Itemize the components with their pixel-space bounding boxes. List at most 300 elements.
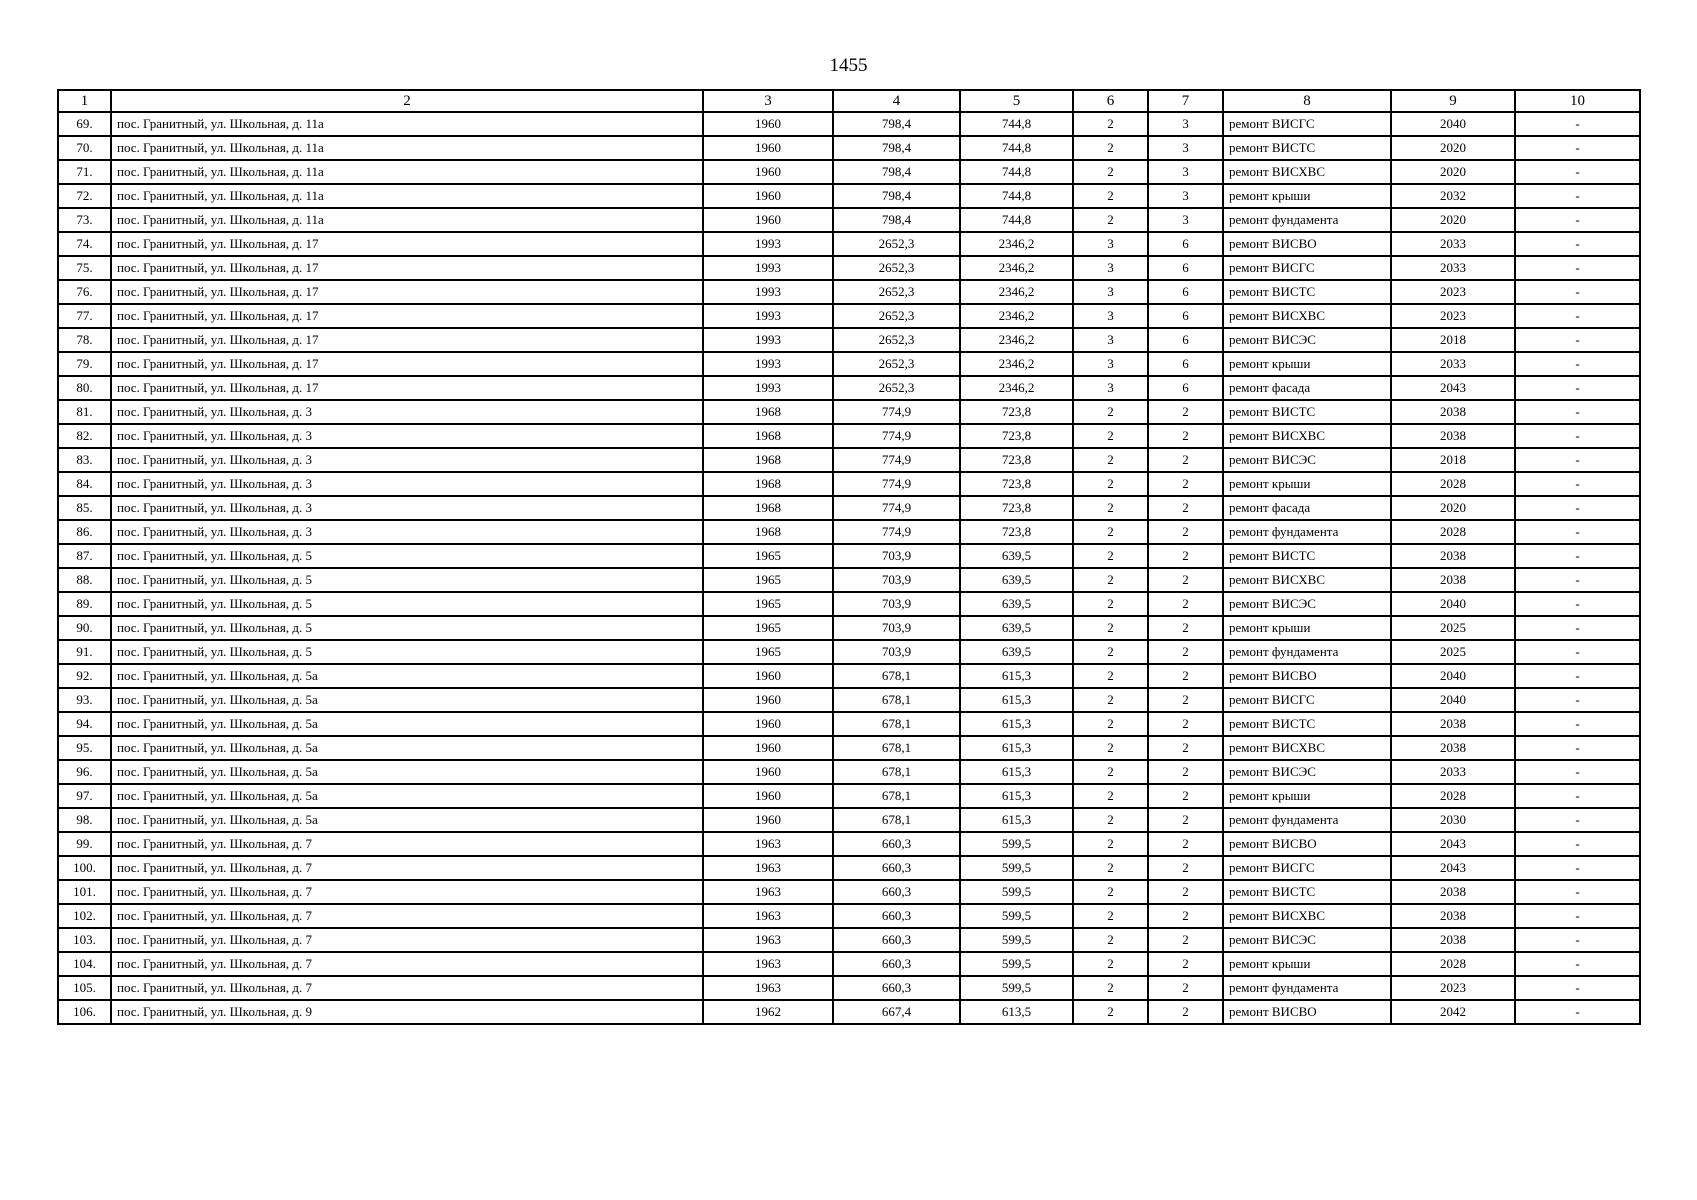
address-cell: пос. Гранитный, ул. Школьная, д. 17 bbox=[111, 280, 703, 304]
address-cell: пос. Гранитный, ул. Школьная, д. 3 bbox=[111, 496, 703, 520]
year-built-cell: 1962 bbox=[703, 1000, 833, 1024]
year-built-cell: 1993 bbox=[703, 280, 833, 304]
address-cell: пос. Гранитный, ул. Школьная, д. 5 bbox=[111, 544, 703, 568]
work-type-cell: ремонт ВИСТС bbox=[1223, 136, 1391, 160]
planned-year-cell: 2040 bbox=[1391, 664, 1515, 688]
floors-cell: 3 bbox=[1073, 232, 1148, 256]
floors-cell: 3 bbox=[1073, 352, 1148, 376]
planned-year-cell: 2042 bbox=[1391, 1000, 1515, 1024]
planned-year-cell: 2018 bbox=[1391, 448, 1515, 472]
living-area-cell: 2346,2 bbox=[960, 232, 1073, 256]
work-type-cell: ремонт ВИСТС bbox=[1223, 400, 1391, 424]
planned-year-cell: 2038 bbox=[1391, 928, 1515, 952]
entrances-cell: 2 bbox=[1148, 832, 1223, 856]
planned-year-cell: 2038 bbox=[1391, 736, 1515, 760]
planned-year-cell: 2020 bbox=[1391, 160, 1515, 184]
year-built-cell: 1993 bbox=[703, 352, 833, 376]
work-type-cell: ремонт фундамента bbox=[1223, 808, 1391, 832]
table-row bbox=[58, 520, 1640, 544]
entrances-cell: 6 bbox=[1148, 304, 1223, 328]
total-area-cell: 2652,3 bbox=[833, 304, 960, 328]
table-row bbox=[58, 808, 1640, 832]
total-area-cell: 774,9 bbox=[833, 472, 960, 496]
entrances-cell: 2 bbox=[1148, 616, 1223, 640]
table-row bbox=[58, 352, 1640, 376]
table-row bbox=[58, 1000, 1640, 1024]
year-built-cell: 1968 bbox=[703, 448, 833, 472]
year-built-cell: 1960 bbox=[703, 208, 833, 232]
row-number-cell: 94. bbox=[58, 712, 111, 736]
living-area-cell: 613,5 bbox=[960, 1000, 1073, 1024]
floors-cell: 2 bbox=[1073, 472, 1148, 496]
work-type-cell: ремонт ВИСГС bbox=[1223, 256, 1391, 280]
total-area-cell: 2652,3 bbox=[833, 328, 960, 352]
note-cell: - bbox=[1515, 256, 1640, 280]
row-number-cell: 86. bbox=[58, 520, 111, 544]
note-cell: - bbox=[1515, 232, 1640, 256]
planned-year-cell: 2038 bbox=[1391, 424, 1515, 448]
row-number-cell: 70. bbox=[58, 136, 111, 160]
living-area-cell: 744,8 bbox=[960, 208, 1073, 232]
address-cell: пос. Гранитный, ул. Школьная, д. 5а bbox=[111, 736, 703, 760]
living-area-cell: 2346,2 bbox=[960, 256, 1073, 280]
entrances-cell: 2 bbox=[1148, 424, 1223, 448]
living-area-cell: 723,8 bbox=[960, 496, 1073, 520]
work-type-cell: ремонт фасада bbox=[1223, 376, 1391, 400]
row-number-cell: 102. bbox=[58, 904, 111, 928]
year-built-cell: 1963 bbox=[703, 832, 833, 856]
note-cell: - bbox=[1515, 496, 1640, 520]
work-type-cell: ремонт крыши bbox=[1223, 472, 1391, 496]
total-area-cell: 678,1 bbox=[833, 688, 960, 712]
year-built-cell: 1960 bbox=[703, 736, 833, 760]
work-type-cell: ремонт ВИСЭС bbox=[1223, 760, 1391, 784]
note-cell: - bbox=[1515, 472, 1640, 496]
year-built-cell: 1960 bbox=[703, 664, 833, 688]
floors-cell: 2 bbox=[1073, 1000, 1148, 1024]
address-cell: пос. Гранитный, ул. Школьная, д. 5а bbox=[111, 808, 703, 832]
work-type-cell: ремонт фундамента bbox=[1223, 208, 1391, 232]
total-area-cell: 774,9 bbox=[833, 424, 960, 448]
total-area-cell: 678,1 bbox=[833, 760, 960, 784]
address-cell: пос. Гранитный, ул. Школьная, д. 5а bbox=[111, 712, 703, 736]
table-row bbox=[58, 328, 1640, 352]
entrances-cell: 2 bbox=[1148, 448, 1223, 472]
planned-year-cell: 2018 bbox=[1391, 328, 1515, 352]
address-cell: пос. Гранитный, ул. Школьная, д. 3 bbox=[111, 448, 703, 472]
year-built-cell: 1965 bbox=[703, 568, 833, 592]
floors-cell: 2 bbox=[1073, 544, 1148, 568]
year-built-cell: 1960 bbox=[703, 808, 833, 832]
work-type-cell: ремонт ВИСХВС bbox=[1223, 568, 1391, 592]
note-cell: - bbox=[1515, 376, 1640, 400]
table-row bbox=[58, 760, 1640, 784]
floors-cell: 2 bbox=[1073, 856, 1148, 880]
address-cell: пос. Гранитный, ул. Школьная, д. 17 bbox=[111, 232, 703, 256]
floors-cell: 2 bbox=[1073, 424, 1148, 448]
row-number-cell: 80. bbox=[58, 376, 111, 400]
address-cell: пос. Гранитный, ул. Школьная, д. 17 bbox=[111, 328, 703, 352]
table-row bbox=[58, 880, 1640, 904]
planned-year-cell: 2043 bbox=[1391, 856, 1515, 880]
living-area-cell: 744,8 bbox=[960, 136, 1073, 160]
table-row bbox=[58, 472, 1640, 496]
living-area-cell: 744,8 bbox=[960, 160, 1073, 184]
year-built-cell: 1960 bbox=[703, 688, 833, 712]
row-number-cell: 73. bbox=[58, 208, 111, 232]
row-number-cell: 77. bbox=[58, 304, 111, 328]
planned-year-cell: 2038 bbox=[1391, 544, 1515, 568]
work-type-cell: ремонт ВИСВО bbox=[1223, 232, 1391, 256]
living-area-cell: 599,5 bbox=[960, 832, 1073, 856]
page-number: 1455 bbox=[829, 55, 868, 76]
planned-year-cell: 2023 bbox=[1391, 304, 1515, 328]
entrances-cell: 2 bbox=[1148, 784, 1223, 808]
table-row bbox=[58, 160, 1640, 184]
year-built-cell: 1965 bbox=[703, 640, 833, 664]
column-header-9: 9 bbox=[1391, 90, 1515, 112]
year-built-cell: 1993 bbox=[703, 376, 833, 400]
floors-cell: 2 bbox=[1073, 664, 1148, 688]
row-number-cell: 69. bbox=[58, 112, 111, 136]
note-cell: - bbox=[1515, 952, 1640, 976]
entrances-cell: 2 bbox=[1148, 976, 1223, 1000]
total-area-cell: 798,4 bbox=[833, 160, 960, 184]
entrances-cell: 3 bbox=[1148, 160, 1223, 184]
total-area-cell: 774,9 bbox=[833, 496, 960, 520]
table-row bbox=[58, 232, 1640, 256]
row-number-cell: 104. bbox=[58, 952, 111, 976]
living-area-cell: 744,8 bbox=[960, 184, 1073, 208]
work-type-cell: ремонт фундамента bbox=[1223, 976, 1391, 1000]
row-number-cell: 76. bbox=[58, 280, 111, 304]
floors-cell: 2 bbox=[1073, 880, 1148, 904]
planned-year-cell: 2028 bbox=[1391, 520, 1515, 544]
work-type-cell: ремонт крыши bbox=[1223, 784, 1391, 808]
total-area-cell: 703,9 bbox=[833, 544, 960, 568]
note-cell: - bbox=[1515, 328, 1640, 352]
table-row bbox=[58, 592, 1640, 616]
note-cell: - bbox=[1515, 976, 1640, 1000]
entrances-cell: 3 bbox=[1148, 184, 1223, 208]
note-cell: - bbox=[1515, 448, 1640, 472]
floors-cell: 3 bbox=[1073, 328, 1148, 352]
living-area-cell: 599,5 bbox=[960, 952, 1073, 976]
row-number-cell: 95. bbox=[58, 736, 111, 760]
note-cell: - bbox=[1515, 280, 1640, 304]
table-row bbox=[58, 616, 1640, 640]
table-row bbox=[58, 952, 1640, 976]
address-cell: пос. Гранитный, ул. Школьная, д. 11а bbox=[111, 160, 703, 184]
living-area-cell: 744,8 bbox=[960, 112, 1073, 136]
floors-cell: 2 bbox=[1073, 496, 1148, 520]
work-type-cell: ремонт ВИСВО bbox=[1223, 664, 1391, 688]
address-cell: пос. Гранитный, ул. Школьная, д. 9 bbox=[111, 1000, 703, 1024]
work-type-cell: ремонт ВИСХВС bbox=[1223, 424, 1391, 448]
column-header-2: 2 bbox=[111, 90, 703, 112]
work-type-cell: ремонт ВИСТС bbox=[1223, 280, 1391, 304]
note-cell: - bbox=[1515, 160, 1640, 184]
entrances-cell: 2 bbox=[1148, 400, 1223, 424]
row-number-cell: 100. bbox=[58, 856, 111, 880]
entrances-cell: 6 bbox=[1148, 232, 1223, 256]
living-area-cell: 615,3 bbox=[960, 784, 1073, 808]
entrances-cell: 6 bbox=[1148, 376, 1223, 400]
total-area-cell: 703,9 bbox=[833, 616, 960, 640]
note-cell: - bbox=[1515, 616, 1640, 640]
planned-year-cell: 2043 bbox=[1391, 832, 1515, 856]
work-type-cell: ремонт ВИСХВС bbox=[1223, 304, 1391, 328]
address-cell: пос. Гранитный, ул. Школьная, д. 5а bbox=[111, 760, 703, 784]
floors-cell: 2 bbox=[1073, 184, 1148, 208]
table-row bbox=[58, 664, 1640, 688]
row-number-cell: 81. bbox=[58, 400, 111, 424]
table-header-row bbox=[58, 90, 1640, 112]
total-area-cell: 660,3 bbox=[833, 880, 960, 904]
entrances-cell: 2 bbox=[1148, 568, 1223, 592]
row-number-cell: 99. bbox=[58, 832, 111, 856]
work-type-cell: ремонт крыши bbox=[1223, 352, 1391, 376]
column-header-6: 6 bbox=[1073, 90, 1148, 112]
address-cell: пос. Гранитный, ул. Школьная, д. 5 bbox=[111, 568, 703, 592]
row-number-cell: 71. bbox=[58, 160, 111, 184]
work-type-cell: ремонт ВИСЭС bbox=[1223, 448, 1391, 472]
living-area-cell: 639,5 bbox=[960, 592, 1073, 616]
table-row bbox=[58, 136, 1640, 160]
year-built-cell: 1993 bbox=[703, 328, 833, 352]
column-header-7: 7 bbox=[1148, 90, 1223, 112]
table-row bbox=[58, 568, 1640, 592]
total-area-cell: 678,1 bbox=[833, 736, 960, 760]
entrances-cell: 2 bbox=[1148, 736, 1223, 760]
year-built-cell: 1965 bbox=[703, 544, 833, 568]
year-built-cell: 1993 bbox=[703, 256, 833, 280]
floors-cell: 2 bbox=[1073, 760, 1148, 784]
living-area-cell: 599,5 bbox=[960, 928, 1073, 952]
planned-year-cell: 2028 bbox=[1391, 472, 1515, 496]
living-area-cell: 2346,2 bbox=[960, 280, 1073, 304]
living-area-cell: 639,5 bbox=[960, 640, 1073, 664]
row-number-cell: 75. bbox=[58, 256, 111, 280]
living-area-cell: 723,8 bbox=[960, 448, 1073, 472]
note-cell: - bbox=[1515, 1000, 1640, 1024]
table-row bbox=[58, 400, 1640, 424]
table-row bbox=[58, 904, 1640, 928]
floors-cell: 2 bbox=[1073, 736, 1148, 760]
living-area-cell: 615,3 bbox=[960, 808, 1073, 832]
floors-cell: 3 bbox=[1073, 280, 1148, 304]
entrances-cell: 2 bbox=[1148, 520, 1223, 544]
planned-year-cell: 2038 bbox=[1391, 400, 1515, 424]
address-cell: пос. Гранитный, ул. Школьная, д. 11а bbox=[111, 136, 703, 160]
total-area-cell: 678,1 bbox=[833, 664, 960, 688]
year-built-cell: 1968 bbox=[703, 520, 833, 544]
floors-cell: 3 bbox=[1073, 376, 1148, 400]
note-cell: - bbox=[1515, 784, 1640, 808]
column-header-4: 4 bbox=[833, 90, 960, 112]
work-type-cell: ремонт крыши bbox=[1223, 952, 1391, 976]
planned-year-cell: 2020 bbox=[1391, 136, 1515, 160]
year-built-cell: 1968 bbox=[703, 400, 833, 424]
column-header-5: 5 bbox=[960, 90, 1073, 112]
row-number-cell: 97. bbox=[58, 784, 111, 808]
year-built-cell: 1963 bbox=[703, 904, 833, 928]
note-cell: - bbox=[1515, 712, 1640, 736]
floors-cell: 2 bbox=[1073, 136, 1148, 160]
planned-year-cell: 2020 bbox=[1391, 496, 1515, 520]
planned-year-cell: 2038 bbox=[1391, 712, 1515, 736]
planned-year-cell: 2043 bbox=[1391, 376, 1515, 400]
total-area-cell: 703,9 bbox=[833, 592, 960, 616]
note-cell: - bbox=[1515, 424, 1640, 448]
floors-cell: 2 bbox=[1073, 568, 1148, 592]
address-cell: пос. Гранитный, ул. Школьная, д. 11а bbox=[111, 112, 703, 136]
address-cell: пос. Гранитный, ул. Школьная, д. 5 bbox=[111, 592, 703, 616]
year-built-cell: 1993 bbox=[703, 232, 833, 256]
row-number-cell: 105. bbox=[58, 976, 111, 1000]
year-built-cell: 1960 bbox=[703, 160, 833, 184]
note-cell: - bbox=[1515, 544, 1640, 568]
row-number-cell: 74. bbox=[58, 232, 111, 256]
work-type-cell: ремонт ВИСХВС bbox=[1223, 904, 1391, 928]
table-row bbox=[58, 496, 1640, 520]
table-row bbox=[58, 376, 1640, 400]
living-area-cell: 2346,2 bbox=[960, 352, 1073, 376]
address-cell: пос. Гранитный, ул. Школьная, д. 3 bbox=[111, 424, 703, 448]
floors-cell: 2 bbox=[1073, 904, 1148, 928]
floors-cell: 2 bbox=[1073, 616, 1148, 640]
floors-cell: 2 bbox=[1073, 640, 1148, 664]
planned-year-cell: 2025 bbox=[1391, 640, 1515, 664]
year-built-cell: 1968 bbox=[703, 472, 833, 496]
note-cell: - bbox=[1515, 352, 1640, 376]
planned-year-cell: 2028 bbox=[1391, 784, 1515, 808]
work-type-cell: ремонт фундамента bbox=[1223, 520, 1391, 544]
entrances-cell: 2 bbox=[1148, 496, 1223, 520]
planned-year-cell: 2033 bbox=[1391, 232, 1515, 256]
work-type-cell: ремонт ВИСВО bbox=[1223, 832, 1391, 856]
work-type-cell: ремонт крыши bbox=[1223, 616, 1391, 640]
work-type-cell: ремонт ВИСГС bbox=[1223, 688, 1391, 712]
floors-cell: 2 bbox=[1073, 976, 1148, 1000]
entrances-cell: 3 bbox=[1148, 136, 1223, 160]
total-area-cell: 667,4 bbox=[833, 1000, 960, 1024]
living-area-cell: 639,5 bbox=[960, 568, 1073, 592]
planned-year-cell: 2040 bbox=[1391, 688, 1515, 712]
work-type-cell: ремонт ВИСТС bbox=[1223, 544, 1391, 568]
address-cell: пос. Гранитный, ул. Школьная, д. 17 bbox=[111, 256, 703, 280]
work-type-cell: ремонт фундамента bbox=[1223, 640, 1391, 664]
floors-cell: 2 bbox=[1073, 520, 1148, 544]
note-cell: - bbox=[1515, 928, 1640, 952]
year-built-cell: 1960 bbox=[703, 184, 833, 208]
table-row bbox=[58, 856, 1640, 880]
work-type-cell: ремонт ВИСВО bbox=[1223, 1000, 1391, 1024]
year-built-cell: 1960 bbox=[703, 784, 833, 808]
year-built-cell: 1960 bbox=[703, 712, 833, 736]
address-cell: пос. Гранитный, ул. Школьная, д. 7 bbox=[111, 928, 703, 952]
column-header-8: 8 bbox=[1223, 90, 1391, 112]
table-row bbox=[58, 688, 1640, 712]
address-cell: пос. Гранитный, ул. Школьная, д. 7 bbox=[111, 952, 703, 976]
note-cell: - bbox=[1515, 136, 1640, 160]
living-area-cell: 723,8 bbox=[960, 472, 1073, 496]
row-number-cell: 103. bbox=[58, 928, 111, 952]
year-built-cell: 1963 bbox=[703, 976, 833, 1000]
entrances-cell: 6 bbox=[1148, 280, 1223, 304]
address-cell: пос. Гранитный, ул. Школьная, д. 7 bbox=[111, 904, 703, 928]
address-cell: пос. Гранитный, ул. Школьная, д. 11а bbox=[111, 208, 703, 232]
table-row bbox=[58, 280, 1640, 304]
year-built-cell: 1965 bbox=[703, 616, 833, 640]
floors-cell: 2 bbox=[1073, 160, 1148, 184]
year-built-cell: 1963 bbox=[703, 928, 833, 952]
entrances-cell: 2 bbox=[1148, 880, 1223, 904]
row-number-cell: 96. bbox=[58, 760, 111, 784]
living-area-cell: 615,3 bbox=[960, 736, 1073, 760]
note-cell: - bbox=[1515, 592, 1640, 616]
total-area-cell: 2652,3 bbox=[833, 256, 960, 280]
note-cell: - bbox=[1515, 856, 1640, 880]
address-cell: пос. Гранитный, ул. Школьная, д. 5а bbox=[111, 688, 703, 712]
entrances-cell: 2 bbox=[1148, 472, 1223, 496]
table-row bbox=[58, 424, 1640, 448]
note-cell: - bbox=[1515, 568, 1640, 592]
table-row bbox=[58, 928, 1640, 952]
table-row bbox=[58, 712, 1640, 736]
table-row bbox=[58, 112, 1640, 136]
living-area-cell: 2346,2 bbox=[960, 328, 1073, 352]
table-row bbox=[58, 208, 1640, 232]
address-cell: пос. Гранитный, ул. Школьная, д. 3 bbox=[111, 400, 703, 424]
repair-schedule-table bbox=[57, 89, 1641, 1025]
entrances-cell: 2 bbox=[1148, 592, 1223, 616]
entrances-cell: 2 bbox=[1148, 640, 1223, 664]
floors-cell: 2 bbox=[1073, 784, 1148, 808]
living-area-cell: 723,8 bbox=[960, 424, 1073, 448]
note-cell: - bbox=[1515, 736, 1640, 760]
total-area-cell: 703,9 bbox=[833, 568, 960, 592]
address-cell: пос. Гранитный, ул. Школьная, д. 5а bbox=[111, 784, 703, 808]
total-area-cell: 774,9 bbox=[833, 448, 960, 472]
planned-year-cell: 2032 bbox=[1391, 184, 1515, 208]
year-built-cell: 1968 bbox=[703, 424, 833, 448]
total-area-cell: 678,1 bbox=[833, 808, 960, 832]
total-area-cell: 678,1 bbox=[833, 784, 960, 808]
floors-cell: 2 bbox=[1073, 592, 1148, 616]
table-row bbox=[58, 256, 1640, 280]
planned-year-cell: 2038 bbox=[1391, 880, 1515, 904]
note-cell: - bbox=[1515, 640, 1640, 664]
planned-year-cell: 2038 bbox=[1391, 904, 1515, 928]
row-number-cell: 78. bbox=[58, 328, 111, 352]
address-cell: пос. Гранитный, ул. Школьная, д. 17 bbox=[111, 304, 703, 328]
note-cell: - bbox=[1515, 832, 1640, 856]
row-number-cell: 93. bbox=[58, 688, 111, 712]
living-area-cell: 615,3 bbox=[960, 760, 1073, 784]
note-cell: - bbox=[1515, 904, 1640, 928]
work-type-cell: ремонт фасада bbox=[1223, 496, 1391, 520]
address-cell: пос. Гранитный, ул. Школьная, д. 17 bbox=[111, 352, 703, 376]
work-type-cell: ремонт ВИСТС bbox=[1223, 880, 1391, 904]
total-area-cell: 2652,3 bbox=[833, 352, 960, 376]
total-area-cell: 798,4 bbox=[833, 136, 960, 160]
planned-year-cell: 2033 bbox=[1391, 352, 1515, 376]
work-type-cell: ремонт ВИСЭС bbox=[1223, 928, 1391, 952]
total-area-cell: 774,9 bbox=[833, 400, 960, 424]
address-cell: пос. Гранитный, ул. Школьная, д. 5 bbox=[111, 640, 703, 664]
total-area-cell: 678,1 bbox=[833, 712, 960, 736]
